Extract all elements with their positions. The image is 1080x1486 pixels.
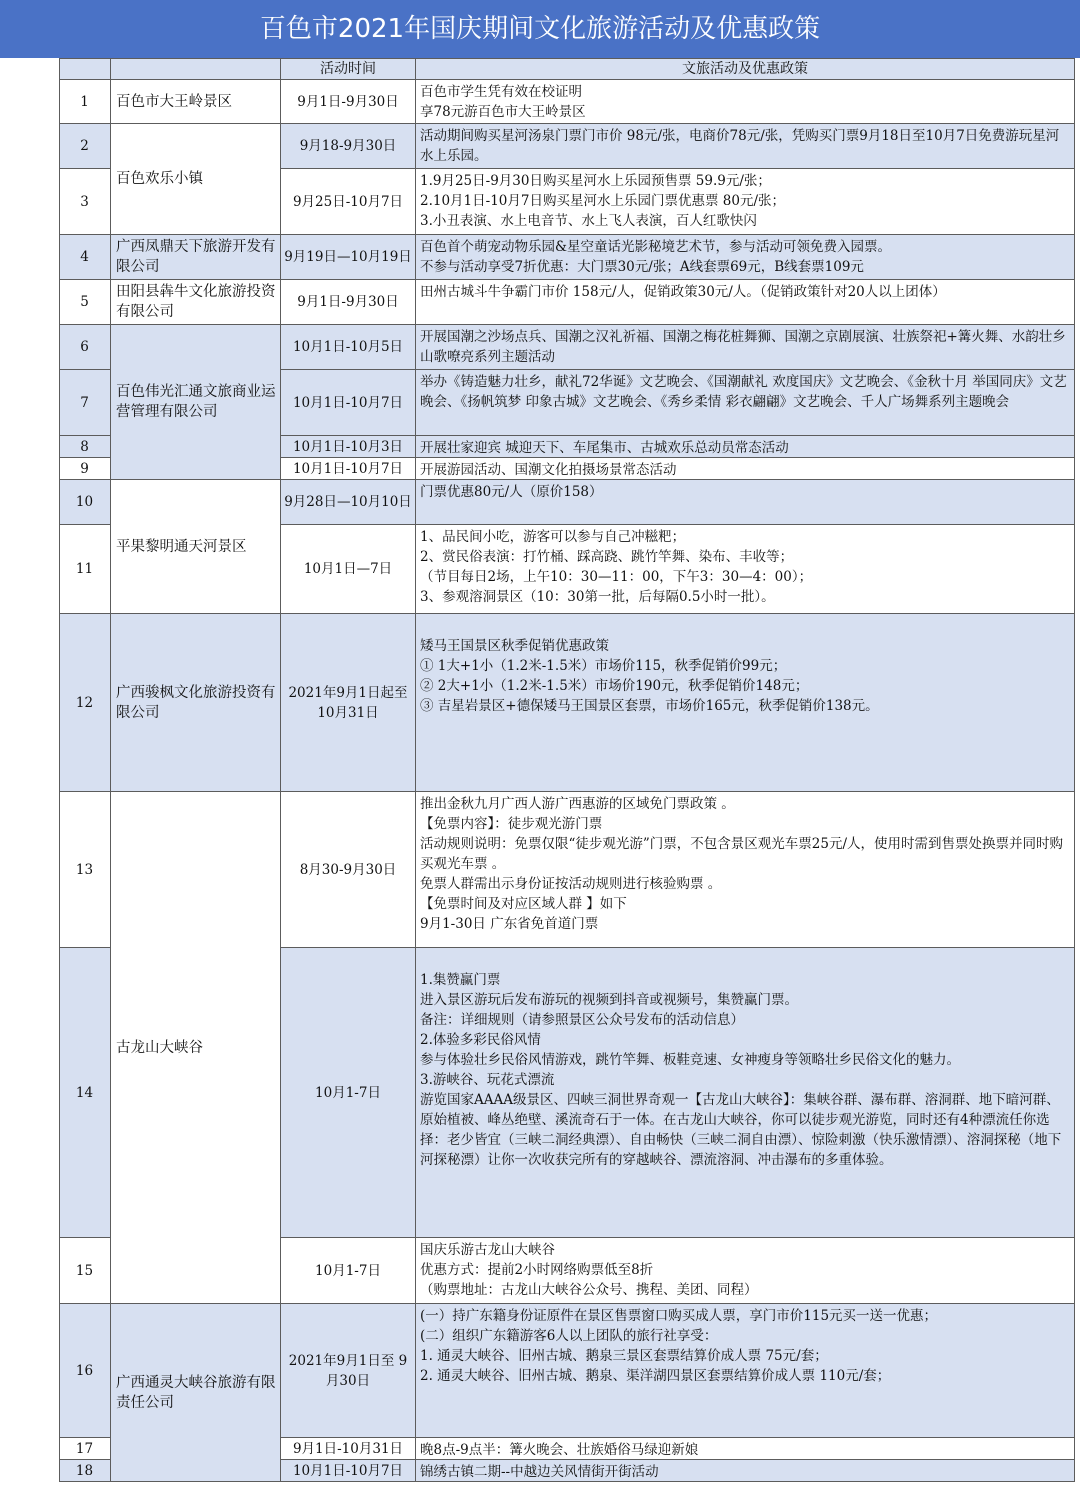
description-cell: 1.9月25日-9月30日购买星河水上乐园预售票 59.9元/张； 2.10月1日-10月7日购买星河水上乐园门票优惠票 80元/张； 3.小丑表演、水上电音节、水上飞人表演，百人红歌快闪 [416, 169, 1075, 235]
date-cell: 10月1日-10月7日 [281, 458, 416, 480]
description-cell: 百色首个萌宠动物乐园&星空童话光影秘境艺术节，参与活动可领免费入园票。 不参与活动享受7折优惠：大门票30元/张；A线套票69元，B线套票109元 [416, 235, 1075, 280]
date-cell: 9月1日-9月30日 [281, 280, 416, 325]
page-title: 百色市2021年国庆期间文化旅游活动及优惠政策 [0, 0, 1080, 58]
row-number: 8 [59, 436, 111, 458]
organization-cell: 百色伟光汇通文旅商业运营管理有限公司 [111, 325, 281, 480]
date-cell: 9月1日-10月31日 [281, 1438, 416, 1460]
organization-cell: 古龙山大峡谷 [111, 792, 281, 1304]
date-cell: 8月30-9月30日 [281, 792, 416, 948]
organization-cell: 田阳县犇牛文化旅游投资有限公司 [111, 280, 281, 325]
header-cell-content: 文旅活动及优惠政策 [416, 58, 1075, 80]
description-cell: 开展国潮之沙场点兵、国潮之汉礼祈福、国潮之梅花桩舞狮、国潮之京剧展演、壮族祭祀+篝火舞、水韵壮乡 山歌嘹亮系列主题活动 [416, 325, 1075, 370]
date-cell: 9月1日-9月30日 [281, 80, 416, 124]
header-cell-org [111, 58, 281, 80]
row-number: 16 [59, 1304, 111, 1438]
date-cell: 10月1日-10月5日 [281, 325, 416, 370]
row-number: 12 [59, 614, 111, 792]
row-number: 10 [59, 480, 111, 525]
row-number: 11 [59, 525, 111, 614]
activity-table [59, 58, 1075, 1482]
row-number: 13 [59, 792, 111, 948]
description-cell: 晚8点-9点半：篝火晚会、壮族婚俗马绿迎新娘 [416, 1438, 1075, 1460]
date-cell: 9月25日-10月7日 [281, 169, 416, 235]
row-number: 7 [59, 370, 111, 436]
date-cell: 9月28日—10月10日 [281, 480, 416, 525]
date-cell: 2021年9月1日起至10月31日 [281, 614, 416, 792]
description-cell: 1.集赞赢门票 进入景区游玩后发布游玩的视频到抖音或视频号，集赞赢门票。 备注：详细规则（请参照景区公众号发布的活动信息） 2.体验多彩民俗风情 参与体验壮乡民俗风情游戏，跳竹竿舞、板鞋竞速、女神瘦身等领略壮乡民俗文化的魅力。 3.游峡谷、玩花式漂流 游览国家AAAA级景区、四峡三洞世界奇观一【古龙山大峡谷】：集峡谷群、瀑布群、溶洞群、地下暗河群、原始植被、峰丛绝壁、溪流奇石于一体。在古龙山大峡谷，你可以徒步观光游览，同时还有4种漂流任你选择：老少皆宜（三峡二洞经典漂）、自由畅快（三峡二洞自由漂）、惊险刺激（快乐激情漂）、溶洞探秘（地下河探秘漂）让你一次收获完所有的穿越峡谷、漂流溶洞、冲击瀑布的多重体验。 [416, 948, 1075, 1238]
row-number: 4 [59, 235, 111, 280]
date-cell: 10月1日-10月7日 [281, 1460, 416, 1482]
header-cell-time: 活动时间 [281, 58, 416, 80]
row-number: 2 [59, 124, 111, 169]
organization-cell: 百色市大王岭景区 [111, 80, 281, 124]
description-cell: 推出金秋九月广西人游广西惠游的区域免门票政策 。 【免票内容】：徒步观光游门票 活动规则说明：免票仅限“徒步观光游”门票，不包含景区观光车票25元/人，使用时需到售票处换票并同时购买观光车票 。 免票人群需出示身份证按活动规则进行核验购票 。 【免票时间及对应区域人群 】如下 9月1-30日 广东省免首道门票 [416, 792, 1075, 948]
row-number: 5 [59, 280, 111, 325]
description-cell: (一）持广东籍身份证原件在景区售票窗口购买成人票，享门市价115元买一送一优惠； (二）组织广东籍游客6人以上团队的旅行社享受： 1. 通灵大峡谷、旧州古城、鹅泉三景区套票结算价成人票 75元/套； 2. 通灵大峡谷、旧州古城、鹅泉、渠洋湖四景区套票结算价成人票 110元/套； [416, 1304, 1075, 1438]
description-cell: 门票优惠80元/人（原价158） [416, 480, 1075, 525]
row-number: 1 [59, 80, 111, 124]
date-cell: 10月1日-10月3日 [281, 436, 416, 458]
description-cell: 开展壮家迎宾 城迎天下、车尾集市、古城欢乐总动员常态活动 [416, 436, 1075, 458]
row-number: 15 [59, 1238, 111, 1304]
organization-cell: 广西骏枫文化旅游投资有限公司 [111, 614, 281, 792]
row-number: 18 [59, 1460, 111, 1482]
description-cell: 锦绣古镇二期--中越边关风情街开街活动 [416, 1460, 1075, 1482]
description-cell: 田州古城斗牛争霸门市价 158元/人，促销政策30元/人。（促销政策针对20人以上团体） [416, 280, 1075, 325]
organization-cell: 广西通灵大峡谷旅游有限责任公司 [111, 1304, 281, 1482]
row-number: 6 [59, 325, 111, 370]
date-cell: 9月18-9月30日 [281, 124, 416, 169]
description-cell: 国庆乐游古龙山大峡谷 优惠方式：提前2小时网络购票低至8折 （购票地址：古龙山大峡谷公众号、携程、美团、同程） [416, 1238, 1075, 1304]
description-cell: 活动期间购买星河汤泉门票门市价 98元/张，电商价78元/张，凭购买门票9月18日至10月7日免费游玩星河水上乐园。 [416, 124, 1075, 169]
row-number: 14 [59, 948, 111, 1238]
date-cell: 2021年9月1日至 9月30日 [281, 1304, 416, 1438]
header-cell-no [59, 58, 111, 80]
date-cell: 10月1日-10月7日 [281, 370, 416, 436]
row-number: 9 [59, 458, 111, 480]
description-cell: 矮马王国景区秋季促销优惠政策 ① 1大+1小（1.2米-1.5米）市场价115，秋季促销价99元； ② 2大+1小（1.2米-1.5米）市场价190元，秋季促销价148元； ③ 吉星岩景区+德保矮马王国景区套票，市场价165元，秋季促销价138元。 [416, 614, 1075, 792]
row-number: 3 [59, 169, 111, 235]
row-number: 17 [59, 1438, 111, 1460]
date-cell: 9月19日—10月19日 [281, 235, 416, 280]
date-cell: 10月1日—7日 [281, 525, 416, 614]
organization-cell: 平果黎明通天河景区 [111, 480, 281, 614]
organization-cell: 百色欢乐小镇 [111, 124, 281, 235]
organization-cell: 广西凤鼎天下旅游开发有限公司 [111, 235, 281, 280]
description-cell: 举办《铸造魅力壮乡，献礼72华诞》文艺晚会、《国潮献礼 欢度国庆》文艺晚会、《金秋十月 举国同庆》文艺晚会、《扬帆筑梦 印象古城》文艺晚会、《秀乡柔情 彩衣翩翩》文艺晚会、千人广场舞系列主题晚会 [416, 370, 1075, 436]
description-cell: 1、品民间小吃，游客可以参与自己冲糍粑； 2、赏民俗表演：打竹桶、踩高跷、跳竹竿舞、染布、丰收等； （节目每日2场，上午10：30—11：00，下午3：30—4：00）； 3、参观溶洞景区（10：30第一批，后每隔0.5小时一批）。 [416, 525, 1075, 614]
date-cell: 10月1-7日 [281, 1238, 416, 1304]
date-cell: 10月1-7日 [281, 948, 416, 1238]
description-cell: 开展游园活动、国潮文化拍摄场景常态活动 [416, 458, 1075, 480]
description-cell: 百色市学生凭有效在校证明 享78元游百色市大王岭景区 [416, 80, 1075, 124]
